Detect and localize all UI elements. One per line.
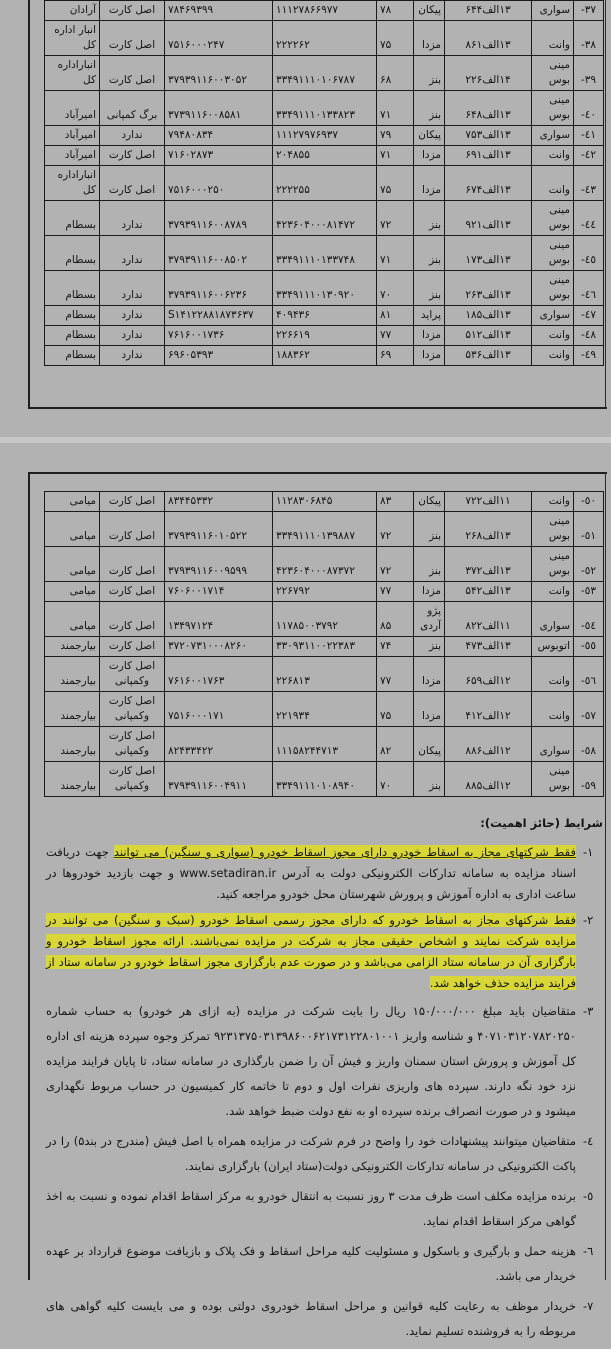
- cell-loc: میامی: [45, 602, 100, 637]
- cell-type: وانت: [532, 657, 574, 692]
- conditions-section: [46, 816, 603, 1349]
- cell-engine: ۴۲۳۶۰۴۰۰۰۸۱۴۷۲: [273, 201, 377, 236]
- page2-border-right: [605, 472, 606, 1280]
- cell-plate: ۱۳الف۵۳۶: [445, 346, 532, 366]
- condition-item: [46, 910, 603, 994]
- cell-year: ۷۱: [377, 91, 414, 126]
- cell-brand: پیکان: [414, 727, 445, 762]
- cell-doc: اصل کارت وکمپانی: [100, 657, 165, 692]
- cell-engine: ۱۱۲۸۳۰۶۸۴۵: [273, 492, 377, 512]
- cell-brand: مزدا: [414, 21, 445, 56]
- cell-plate: ۱۳الف۶۴۸: [445, 91, 532, 126]
- cell-num: ٥٢-: [574, 547, 604, 582]
- cell-type: مینی بوس: [532, 201, 574, 236]
- table-row: [45, 637, 604, 657]
- cell-plate: ۱۳الف۵۴۲: [445, 582, 532, 602]
- vehicle-table-page2: [43, 491, 604, 797]
- cell-loc: بسطام: [45, 236, 100, 271]
- condition-item: [46, 999, 603, 1124]
- cell-type: سواری: [532, 602, 574, 637]
- cell-engine: ۲۲۶۶۱۹: [273, 326, 377, 346]
- cell-chassis: ۳۷۳۹۱۱۶۰۰۸۵۸۱: [165, 91, 273, 126]
- condition-number: ۱-: [583, 845, 594, 859]
- cell-type: وانت: [532, 146, 574, 166]
- cell-year: ۶۸: [377, 56, 414, 91]
- cell-plate: ۱۳الف۶۷۴: [445, 166, 532, 201]
- cell-type: وانت: [532, 492, 574, 512]
- condition-number: ۲-: [583, 913, 594, 927]
- condition-number: ٦-: [583, 1244, 594, 1258]
- condition-number: ۷-: [583, 1299, 594, 1313]
- cell-loc: میامی: [45, 492, 100, 512]
- table-row: [45, 271, 604, 306]
- cell-engine: ۳۳۴۹۱۱۱۰۱۰۶۷۸۷: [273, 56, 377, 91]
- cell-loc: بیارجمند: [45, 692, 100, 727]
- cell-engine: ۲۲۶۷۹۲: [273, 582, 377, 602]
- cell-engine: ۲۲۲۲۶۲: [273, 21, 377, 56]
- cell-num: ٥٠-: [574, 492, 604, 512]
- cell-chassis: ۳۷۹۳۹۱۱۶۰۱۰۵۲۲: [165, 512, 273, 547]
- cell-plate: ۱۳الف۹۲۱: [445, 201, 532, 236]
- conditions-list: [46, 842, 603, 1344]
- cell-type: وانت: [532, 692, 574, 727]
- cell-plate: ۱۳الف۴۷۳: [445, 637, 532, 657]
- cell-engine: ۳۳۴۹۱۱۱۰۱۳۰۹۲۰: [273, 271, 377, 306]
- cell-chassis: ۳۷۹۳۹۱۱۶۰۰۳۰۵۲: [165, 56, 273, 91]
- cell-chassis: ۷۶۰۶۰۰۱۷۱۴: [165, 582, 273, 602]
- cell-loc: بیارجمند: [45, 637, 100, 657]
- cell-engine: ۱۱۱۵۸۲۴۴۷۱۳: [273, 727, 377, 762]
- cell-chassis: ۳۷۹۳۹۱۱۶۰۰۶۲۳۶: [165, 271, 273, 306]
- cell-type: وانت: [532, 21, 574, 56]
- page2-border-top: [28, 472, 607, 474]
- table-row: [45, 166, 604, 201]
- cell-num: ٤٠-: [574, 91, 604, 126]
- cell-plate: ۱۲الف۶۵۹: [445, 657, 532, 692]
- plain-text: برنده مزایده مکلف است ظرف مدت ۳ روز نسبت به انتقال خودرو به مرکز اسقاط اقدام نموده و نسبت به اخذ گواهی مرکز اسقاط اقدام نماید.: [46, 1189, 576, 1228]
- cell-plate: ۱۱الف۸۲۲: [445, 602, 532, 637]
- cell-type: وانت: [532, 166, 574, 201]
- cell-chassis: ۶۹۶۰۵۳۹۳: [165, 346, 273, 366]
- cell-engine: ۴۰۹۴۳۶: [273, 306, 377, 326]
- table-row: [45, 657, 604, 692]
- cell-year: ۷۷: [377, 582, 414, 602]
- cell-chassis: ۱۳۴۹۷۱۲۴: [165, 602, 273, 637]
- cell-chassis: ۳۷۹۳۹۱۱۶۰۰۹۵۹۹: [165, 547, 273, 582]
- cell-engine: ۱۱۱۲۷۹۷۶۹۳۷: [273, 126, 377, 146]
- table-row: [45, 1, 604, 21]
- cell-loc: انباراداره کل: [45, 166, 100, 201]
- cell-doc: ندارد: [100, 326, 165, 346]
- table-row: [45, 547, 604, 582]
- cell-year: ۸۳: [377, 492, 414, 512]
- cell-loc: بسطام: [45, 271, 100, 306]
- cell-brand: بنز: [414, 762, 445, 797]
- cell-engine: ۳۳۴۹۱۱۱۰۱۳۳۷۴۸: [273, 236, 377, 271]
- cell-year: ۷۲: [377, 512, 414, 547]
- cell-plate: ۱۳الف۳۷۲: [445, 547, 532, 582]
- cell-year: ۶۹: [377, 346, 414, 366]
- cell-plate: ۱۲الف۸۸۶: [445, 727, 532, 762]
- cell-doc: اصل کارت: [100, 637, 165, 657]
- cell-loc: بیارجمند: [45, 762, 100, 797]
- cell-doc: اصل کارت: [100, 602, 165, 637]
- condition-item: [46, 1184, 603, 1234]
- cell-year: ۷۵: [377, 692, 414, 727]
- cell-chassis: ۷۹۴۸۰۸۳۴: [165, 126, 273, 146]
- cell-num: ۳۸-: [574, 21, 604, 56]
- cell-brand: پراید: [414, 306, 445, 326]
- cell-type: مینی بوس: [532, 547, 574, 582]
- cell-brand: مزدا: [414, 326, 445, 346]
- cell-year: ۷۷: [377, 657, 414, 692]
- cell-num: ٤٢-: [574, 146, 604, 166]
- cell-loc: میامی: [45, 512, 100, 547]
- table-row: [45, 512, 604, 547]
- cell-year: ۷۰: [377, 762, 414, 797]
- cell-loc: میامی: [45, 582, 100, 602]
- cell-brand: مزدا: [414, 166, 445, 201]
- condition-item: [46, 1239, 603, 1289]
- cell-brand: بنز: [414, 512, 445, 547]
- cell-brand: بنز: [414, 91, 445, 126]
- cell-brand: بنز: [414, 271, 445, 306]
- cell-doc: برگ کمپانی: [100, 91, 165, 126]
- cell-doc: اصل کارت: [100, 56, 165, 91]
- vehicle-table-rows-37-49: [44, 0, 604, 366]
- cell-loc: بسطام: [45, 326, 100, 346]
- cell-plate: ۱۳الف۸۶۱: [445, 21, 532, 56]
- cell-chassis: ۷۵۱۶۰۰۰۲۵۰: [165, 166, 273, 201]
- cell-type: مینی بوس: [532, 512, 574, 547]
- condition-text: [46, 1294, 576, 1344]
- cell-brand: مزدا: [414, 146, 445, 166]
- table-row: [45, 326, 604, 346]
- page1-border-left: [28, 0, 30, 409]
- cell-chassis: ۷۸۴۶۹۳۹۹: [165, 1, 273, 21]
- cell-engine: ۱۱۱۲۷۸۶۶۹۷۷: [273, 1, 377, 21]
- cell-brand: مزدا: [414, 657, 445, 692]
- cell-type: وانت: [532, 326, 574, 346]
- condition-item: [46, 842, 603, 905]
- cell-year: ۷۵: [377, 21, 414, 56]
- cell-plate: ۱۳الف۲۶۸: [445, 512, 532, 547]
- cell-doc: اصل کارت: [100, 512, 165, 547]
- cell-doc: اصل کارت: [100, 166, 165, 201]
- cell-type: وانت: [532, 582, 574, 602]
- table-row: [45, 692, 604, 727]
- cell-year: ۷۸: [377, 1, 414, 21]
- condition-number: ٥-: [583, 1189, 594, 1203]
- cell-loc: انبار اداره کل: [45, 21, 100, 56]
- cell-num: ٤١-: [574, 126, 604, 146]
- cell-year: ۷۰: [377, 271, 414, 306]
- condition-text: [46, 842, 576, 905]
- cell-doc: اصل کارت وکمپانی: [100, 692, 165, 727]
- cell-loc: امیرآباد: [45, 146, 100, 166]
- cell-engine: ۲۲۱۹۳۴: [273, 692, 377, 727]
- cell-engine: ۳۳۴۹۱۱۱۰۱۳۳۸۲۳: [273, 91, 377, 126]
- cell-engine: ۱۱۷۸۵۰۰۳۷۹۲: [273, 602, 377, 637]
- cell-num: ٤٨-: [574, 326, 604, 346]
- condition-item: [46, 1129, 603, 1179]
- cell-num: ٤٤-: [574, 201, 604, 236]
- condition-text: [46, 999, 576, 1124]
- cell-year: ۸۱: [377, 306, 414, 326]
- table-row: [45, 602, 604, 637]
- cell-brand: بنز: [414, 201, 445, 236]
- cell-chassis: ۷۶۱۶۰۰۱۷۶۳: [165, 657, 273, 692]
- cell-loc: بیارجمند: [45, 657, 100, 692]
- cell-plate: ۱۱الف۷۲۲: [445, 492, 532, 512]
- plain-text: هزینه حمل و بارگیری و باسکول و مسئولیت کلیه مراحل اسقاط و فک پلاک و بازیافت موضوع قرارداد بر عهده خریدار می باشد.: [46, 1244, 576, 1283]
- cell-plate: ۱۳الف۱۸۵: [445, 306, 532, 326]
- cell-num: ٥٨-: [574, 727, 604, 762]
- cell-engine: ۱۸۸۳۶۲: [273, 346, 377, 366]
- cell-chassis: ۷۶۱۶۰۰۱۷۳۶: [165, 326, 273, 346]
- page2-border-left: [28, 472, 30, 1280]
- vehicle-table-page1: [43, 0, 604, 366]
- cell-loc: بیارجمند: [45, 727, 100, 762]
- cell-loc: امیرآباد: [45, 91, 100, 126]
- vehicle-table-rows-50-59: [44, 491, 604, 797]
- cell-brand: پژو آردی: [414, 602, 445, 637]
- cell-chassis: ۷۵۱۶۰۰۰۱۷۱: [165, 692, 273, 727]
- table-row: [45, 56, 604, 91]
- cell-type: سواری: [532, 727, 574, 762]
- cell-loc: آرادان: [45, 1, 100, 21]
- cell-brand: بنز: [414, 547, 445, 582]
- condition-text: [46, 910, 576, 994]
- condition-text: [46, 1129, 576, 1179]
- cell-plate: ۱۳الف۱۷۳: [445, 236, 532, 271]
- cell-year: ۷۷: [377, 326, 414, 346]
- cell-doc: ندارد: [100, 126, 165, 146]
- cell-type: سواری: [532, 1, 574, 21]
- table-row: [45, 91, 604, 126]
- page1-border-right: [605, 0, 606, 409]
- table-row: [45, 346, 604, 366]
- table-row: [45, 201, 604, 236]
- table-row: [45, 236, 604, 271]
- cell-num: ٥٤-: [574, 602, 604, 637]
- highlighted-text: فقط شرکتهای مجاز به اسقاط خودرو دارای مجوز اسقاط خودرو (سواری و سنگین) می توانند: [113, 845, 577, 859]
- table-row: [45, 727, 604, 762]
- cell-loc: بسطام: [45, 306, 100, 326]
- cell-engine: ۴۲۳۶۰۴۰۰۰۸۷۳۷۲: [273, 547, 377, 582]
- cell-doc: اصل کارت: [100, 492, 165, 512]
- cell-num: ٥٩-: [574, 762, 604, 797]
- cell-type: مینی بوس: [532, 56, 574, 91]
- cell-num: ٤٥-: [574, 236, 604, 271]
- page-separator: [0, 437, 611, 443]
- cell-type: مینی بوس: [532, 762, 574, 797]
- table-row: [45, 21, 604, 56]
- cell-doc: ندارد: [100, 346, 165, 366]
- cell-loc: بسطام: [45, 201, 100, 236]
- cell-doc: اصل کارت: [100, 1, 165, 21]
- condition-item: [46, 1294, 603, 1344]
- cell-brand: بنز: [414, 236, 445, 271]
- table-row: [45, 762, 604, 797]
- cell-year: ۸۲: [377, 727, 414, 762]
- cell-num: ۳۹-: [574, 56, 604, 91]
- plain-text: متقاضیان باید مبلغ ۱۵۰/۰۰۰/۰۰۰ ریال را بابت شرکت در مزایده (به ازای هر خودرو) به حساب شماره ۴۰۷۱۰۳۱۲۰۷۸۲۰۲۵۰ و شناسه واریز ۹۲۳۱۳۷۵۰۳۱۳۹۸۶۰۰۶۲۱۷۳۱۲۲۸۰۱۰۰۱ تمرکز وجوه سپرده هزینه ای اداره کل آموزش و پرورش استان سمنان واریز و فیش آن را ضمن بارگذاری در سامانه ستاد، تا پایان فرایند مزایده نزد خود نگه دارند. سپرده های واریزی نفرات اول و دوم تا خاتمه کار کمیسیون در حساب مربوط نگهداری میشود و در صورت انصراف برنده سپرده او به نفع دولت ضبط خواهد شد.: [46, 1004, 576, 1118]
- cell-plate: ۱۲الف۴۱۲: [445, 692, 532, 727]
- highlighted-text: فقط شرکتهای مجاز به اسقاط خودرو که دارای مجوز رسمی اسقاط خودرو (سبک و سنگین) می توانند در مزایده شرکت نمایند و اشخاص حقیقی مجاز به شرکت در مزایده نمی‌باشند. ارائه مجوز اسقاط خودرو و بارگزاری آن در سامانه ستاد الزامی می‌باشد و در صورت عدم بارگزاری مجوز اسقاط خودرو در سامانه ستاد از فرایند مزایده حذف خواهد شد.: [46, 913, 576, 990]
- cell-year: ۷۱: [377, 236, 414, 271]
- plain-text: متقاضیان میتوانند پیشنهادات خود را واضح در فرم شرکت در مزایده همراه با اصل فیش (مندرج در بند۵) را در پاکت الکترونیکی در سامانه تدارکات الکترونیکی دولت(ستاد ایران) بارگزاری نمایند.: [46, 1134, 576, 1173]
- table-row: [45, 146, 604, 166]
- condition-text: [46, 1239, 576, 1289]
- cell-type: سواری: [532, 126, 574, 146]
- cell-plate: ۱۴الف۲۲۶: [445, 56, 532, 91]
- cell-plate: ۱۳الف۷۵۳: [445, 126, 532, 146]
- page1-border-bottom: [28, 407, 607, 409]
- cell-chassis: ۳۷۹۳۹۱۱۶۰۰۸۵۰۲: [165, 236, 273, 271]
- cell-doc: اصل کارت: [100, 146, 165, 166]
- cell-chassis: ۸۲۴۳۳۴۲۲: [165, 727, 273, 762]
- condition-text: [46, 1184, 576, 1234]
- cell-num: ٤٦-: [574, 271, 604, 306]
- cell-doc: ندارد: [100, 271, 165, 306]
- cell-brand: پیکان: [414, 492, 445, 512]
- cell-engine: ۳۳۰۹۳۱۱۰۰۲۲۳۸۳: [273, 637, 377, 657]
- cell-num: ٤٩-: [574, 346, 604, 366]
- cell-num: ٤٧-: [574, 306, 604, 326]
- cell-plate: ۱۳الف۵۱۲: [445, 326, 532, 346]
- cell-loc: بسطام: [45, 346, 100, 366]
- condition-number: ٤-: [583, 1134, 594, 1148]
- cell-type: مینی بوس: [532, 236, 574, 271]
- cell-doc: اصل کارت وکمپانی: [100, 762, 165, 797]
- cell-brand: مزدا: [414, 346, 445, 366]
- cell-num: ٥٧-: [574, 692, 604, 727]
- cell-plate: ۱۳الف۲۶۳: [445, 271, 532, 306]
- cell-type: مینی بوس: [532, 91, 574, 126]
- cell-chassis: ۳۷۲۰۷۳۱۰۰۰۸۲۶۰: [165, 637, 273, 657]
- cell-chassis: ۷۵۱۶۰۰۰۲۴۷: [165, 21, 273, 56]
- conditions-heading: شرایط (حائز اهمیت):: [480, 816, 603, 830]
- table-row: [45, 126, 604, 146]
- cell-num: ٥١-: [574, 512, 604, 547]
- cell-doc: اصل کارت وکمپانی: [100, 727, 165, 762]
- cell-brand: مزدا: [414, 692, 445, 727]
- cell-chassis: S۱۴۱۲۲۸۸۱۸۷۳۶۳۷: [165, 306, 273, 326]
- cell-year: ۷۵: [377, 166, 414, 201]
- cell-chassis: ۳۷۹۳۹۱۱۶۰۰۴۹۱۱: [165, 762, 273, 797]
- cell-type: اتوبوس: [532, 637, 574, 657]
- cell-brand: مزدا: [414, 582, 445, 602]
- cell-loc: امیرآباد: [45, 126, 100, 146]
- cell-brand: پیکان: [414, 1, 445, 21]
- cell-doc: اصل کارت: [100, 547, 165, 582]
- cell-num: ٤٣-: [574, 166, 604, 201]
- condition-number: ۳-: [583, 1004, 594, 1018]
- cell-year: ۷۲: [377, 201, 414, 236]
- cell-engine: ۳۳۴۹۱۱۱۰۱۳۹۸۸۷: [273, 512, 377, 547]
- table-row: [45, 582, 604, 602]
- cell-chassis: ۸۳۴۴۵۳۳۲: [165, 492, 273, 512]
- cell-engine: ۲۲۲۲۵۵: [273, 166, 377, 201]
- cell-plate: ۱۳الف۶۴۴: [445, 1, 532, 21]
- cell-doc: ندارد: [100, 236, 165, 271]
- cell-engine: ۲۰۴۸۵۵: [273, 146, 377, 166]
- cell-num: ٥٥-: [574, 637, 604, 657]
- cell-doc: ندارد: [100, 201, 165, 236]
- cell-chassis: ۳۷۹۳۹۱۱۶۰۰۸۷۸۹: [165, 201, 273, 236]
- cell-brand: بنز: [414, 56, 445, 91]
- plain-text: جهت دریافت اسناد مزایده به سامانه تدارکات الکترونیکی دولت به آدرس www.setadiran.ir و جهت بازدید خودروها در ساعت اداری به اداره آموزش و پرورش شهرستان محل خودرو مراجعه کنید.: [46, 845, 576, 901]
- plain-text: خریدار موظف به رعایت کلیه قوانین و مراحل اسقاط خودروی دولتی بوده و می بایست کلیه گواهی های مربوطه را به فروشنده تسلیم نماید.: [46, 1299, 576, 1338]
- cell-year: ۷۲: [377, 547, 414, 582]
- table-row: [45, 306, 604, 326]
- cell-plate: ۱۲الف۸۸۵: [445, 762, 532, 797]
- cell-doc: اصل کارت: [100, 582, 165, 602]
- cell-engine: ۳۳۴۹۱۱۱۰۱۰۸۹۴۰: [273, 762, 377, 797]
- cell-year: ۷۱: [377, 146, 414, 166]
- cell-year: ۷۹: [377, 126, 414, 146]
- cell-loc: میامی: [45, 547, 100, 582]
- cell-num: ۳۷-: [574, 1, 604, 21]
- cell-year: ۷۴: [377, 637, 414, 657]
- cell-type: مینی بوس: [532, 271, 574, 306]
- cell-type: سواری: [532, 306, 574, 326]
- cell-brand: پیکان: [414, 126, 445, 146]
- cell-brand: بنز: [414, 637, 445, 657]
- cell-year: ۸۵: [377, 602, 414, 637]
- cell-type: وانت: [532, 346, 574, 366]
- cell-num: ٥٣-: [574, 582, 604, 602]
- cell-doc: ندارد: [100, 306, 165, 326]
- cell-num: ٥٦-: [574, 657, 604, 692]
- cell-plate: ۱۳الف۶۹۱: [445, 146, 532, 166]
- table-row: [45, 492, 604, 512]
- cell-chassis: ۷۱۶۰۲۸۷۳: [165, 146, 273, 166]
- cell-doc: اصل کارت: [100, 21, 165, 56]
- cell-loc: انباراداره کل: [45, 56, 100, 91]
- cell-engine: ۲۲۶۸۱۳: [273, 657, 377, 692]
